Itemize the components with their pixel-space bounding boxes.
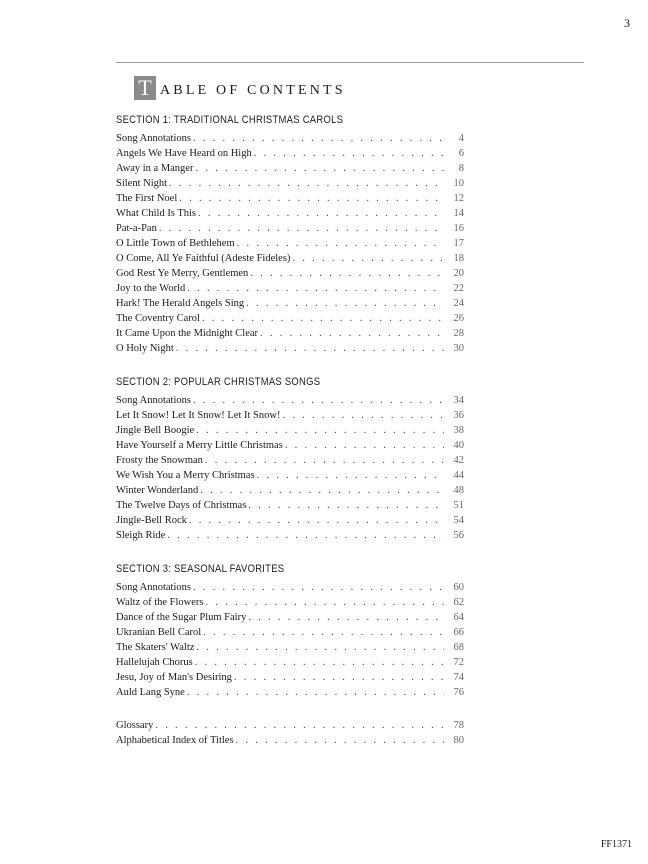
dot-leader <box>205 453 444 468</box>
dot-leader <box>176 341 444 356</box>
dot-leader <box>169 176 444 191</box>
entry-title: Glossary <box>116 720 154 731</box>
toc-entry <box>116 146 464 161</box>
toc-entry <box>116 423 464 438</box>
entry-page-number: 34 <box>453 395 464 406</box>
dot-leader <box>196 640 444 655</box>
entry-title: The Skaters' Waltz <box>116 642 195 653</box>
toc-entry <box>116 453 464 468</box>
dot-leader <box>187 685 444 700</box>
section-heading: SECTION 2: POPULAR CHRISTMAS SONGS <box>116 376 321 388</box>
toc-entry <box>116 326 464 341</box>
toc-entry <box>116 236 464 251</box>
entry-title: O Come, All Ye Faithful (Adeste Fideles) <box>116 253 291 264</box>
back-matter-list <box>116 718 464 748</box>
entry-page-number: 22 <box>453 283 464 294</box>
entry-page-number: 76 <box>453 687 464 698</box>
dot-leader <box>257 468 444 483</box>
entry-title: What Child Is This <box>116 208 197 219</box>
entry-title: God Rest Ye Merry, Gentlemen <box>116 268 249 279</box>
entry-title: Ukranian Bell Carol <box>116 627 202 638</box>
toc-entry <box>116 281 464 296</box>
entry-page-number: 62 <box>453 597 464 608</box>
entry-title: Dance of the Sugar Plum Fairy <box>116 612 247 623</box>
dot-leader <box>193 393 444 408</box>
section-1 <box>116 112 464 356</box>
entry-list <box>116 580 464 700</box>
entry-title: The Twelve Days of Christmas <box>116 500 247 511</box>
entry-title: Song Annotations <box>116 582 191 593</box>
entry-title: Angels We Have Heard on High <box>116 148 252 159</box>
header-rule <box>116 62 584 63</box>
dot-leader <box>250 266 444 281</box>
entry-page-number: 26 <box>453 313 464 324</box>
entry-page-number: 10 <box>453 178 464 189</box>
dot-leader <box>198 206 444 221</box>
toc-entry <box>116 251 464 266</box>
title-initial: T <box>134 76 156 100</box>
toc-entry <box>116 733 464 748</box>
entry-title: Jesu, Joy of Man's Desiring <box>116 672 232 683</box>
toc-entry <box>116 393 464 408</box>
entry-page-number: 60 <box>453 582 464 593</box>
entry-page-number: 24 <box>453 298 464 309</box>
dot-leader <box>193 131 444 146</box>
toc-entry <box>116 206 464 221</box>
entry-title: We Wish You a Merry Christmas <box>116 470 255 481</box>
dot-leader <box>203 625 444 640</box>
dot-leader <box>187 281 444 296</box>
toc-entry <box>116 528 464 543</box>
toc-entry <box>116 161 464 176</box>
dot-leader <box>248 498 444 513</box>
entry-title: Silent Night <box>116 178 168 189</box>
entry-title: Alphabetical Index of Titles <box>116 735 234 746</box>
dot-leader <box>248 610 444 625</box>
dot-leader <box>193 580 444 595</box>
toc-entry <box>116 483 464 498</box>
entry-page-number: 80 <box>453 735 464 746</box>
entry-page-number: 38 <box>453 425 464 436</box>
entry-title: Song Annotations <box>116 395 191 406</box>
toc-entry <box>116 718 464 733</box>
entry-page-number: 30 <box>453 343 464 354</box>
dot-leader <box>292 251 444 266</box>
table-of-contents <box>116 112 464 766</box>
page-title <box>134 76 346 100</box>
entry-page-number: 36 <box>453 410 464 421</box>
entry-title: O Little Town of Bethlehem <box>116 238 235 249</box>
dot-leader <box>236 733 444 748</box>
entry-page-number: 51 <box>453 500 464 511</box>
section-2 <box>116 374 464 543</box>
entry-page-number: 28 <box>453 328 464 339</box>
toc-entry <box>116 176 464 191</box>
toc-entry <box>116 498 464 513</box>
toc-entry <box>116 625 464 640</box>
entry-page-number: 40 <box>453 440 464 451</box>
toc-entry <box>116 513 464 528</box>
entry-title: Away in a Manger <box>116 163 194 174</box>
dot-leader <box>167 528 444 543</box>
toc-entry <box>116 296 464 311</box>
entry-list <box>116 131 464 356</box>
entry-title: Jingle-Bell Rock <box>116 515 187 526</box>
toc-entry <box>116 580 464 595</box>
dot-leader <box>282 408 444 423</box>
toc-entry <box>116 670 464 685</box>
entry-page-number: 17 <box>453 238 464 249</box>
toc-entry <box>116 640 464 655</box>
toc-entry <box>116 131 464 146</box>
dot-leader <box>202 311 444 326</box>
entry-title: Joy to the World <box>116 283 186 294</box>
toc-entry <box>116 311 464 326</box>
entry-page-number: 16 <box>453 223 464 234</box>
section-heading: SECTION 1: TRADITIONAL CHRISTMAS CAROLS <box>116 114 344 126</box>
toc-entry <box>116 221 464 236</box>
entry-title: Sleigh Ride <box>116 530 166 541</box>
entry-title: Frosty the Snowman <box>116 455 203 466</box>
dot-leader <box>254 146 444 161</box>
entry-page-number: 56 <box>453 530 464 541</box>
entry-title: Have Yourself a Merry Little Christmas <box>116 440 283 451</box>
section-3 <box>116 561 464 700</box>
entry-title: Let It Snow! Let It Snow! Let It Snow! <box>116 410 281 421</box>
entry-page-number: 8 <box>458 163 464 174</box>
dot-leader <box>206 595 444 610</box>
dot-leader <box>234 670 444 685</box>
toc-entry <box>116 468 464 483</box>
toc-entry <box>116 191 464 206</box>
toc-entry <box>116 610 464 625</box>
toc-entry <box>116 341 464 356</box>
dot-leader <box>260 326 444 341</box>
toc-entry <box>116 408 464 423</box>
toc-entry <box>116 655 464 670</box>
dot-leader <box>189 513 444 528</box>
section-heading: SECTION 3: SEASONAL FAVORITES <box>116 563 285 575</box>
title-text: ABLE OF CONTENTS <box>160 83 346 98</box>
dot-leader <box>195 655 444 670</box>
entry-page-number: 20 <box>453 268 464 279</box>
dot-leader <box>285 438 444 453</box>
dot-leader <box>237 236 444 251</box>
entry-title: Waltz of the Flowers <box>116 597 204 608</box>
dot-leader <box>155 718 444 733</box>
entry-title: Jingle Bell Boogie <box>116 425 195 436</box>
entry-title: Hark! The Herald Angels Sing <box>116 298 245 309</box>
entry-title: Hallelujah Chorus <box>116 657 193 668</box>
entry-title: The First Noel <box>116 193 178 204</box>
entry-title: Song Annotations <box>116 133 191 144</box>
dot-leader <box>179 191 444 206</box>
entry-page-number: 18 <box>453 253 464 264</box>
dot-leader <box>195 161 444 176</box>
entry-page-number: 4 <box>458 133 464 144</box>
entry-page-number: 48 <box>453 485 464 496</box>
entry-page-number: 68 <box>453 642 464 653</box>
dot-leader <box>159 221 444 236</box>
entry-page-number: 74 <box>453 672 464 683</box>
toc-entry <box>116 438 464 453</box>
toc-entry <box>116 266 464 281</box>
entry-page-number: 14 <box>453 208 464 219</box>
entry-page-number: 64 <box>453 612 464 623</box>
entry-title: The Coventry Carol <box>116 313 200 324</box>
entry-page-number: 12 <box>453 193 464 204</box>
dot-leader <box>196 423 444 438</box>
entry-title: Pat-a-Pan <box>116 223 157 234</box>
dot-leader <box>200 483 444 498</box>
toc-entry <box>116 595 464 610</box>
entry-title: Auld Lang Syne <box>116 687 185 698</box>
entry-title: Winter Wonderland <box>116 485 199 496</box>
entry-page-number: 44 <box>453 470 464 481</box>
catalog-code: FF1371 <box>600 839 632 850</box>
entry-title: It Came Upon the Midnight Clear <box>116 328 259 339</box>
toc-entry <box>116 685 464 700</box>
page-number: 3 <box>624 16 630 30</box>
entry-page-number: 72 <box>453 657 464 668</box>
entry-list <box>116 393 464 543</box>
dot-leader <box>246 296 444 311</box>
entry-page-number: 42 <box>453 455 464 466</box>
entry-page-number: 78 <box>453 720 464 731</box>
entry-title: O Holy Night <box>116 343 174 354</box>
entry-page-number: 54 <box>453 515 464 526</box>
entry-page-number: 6 <box>458 148 464 159</box>
entry-page-number: 66 <box>453 627 464 638</box>
